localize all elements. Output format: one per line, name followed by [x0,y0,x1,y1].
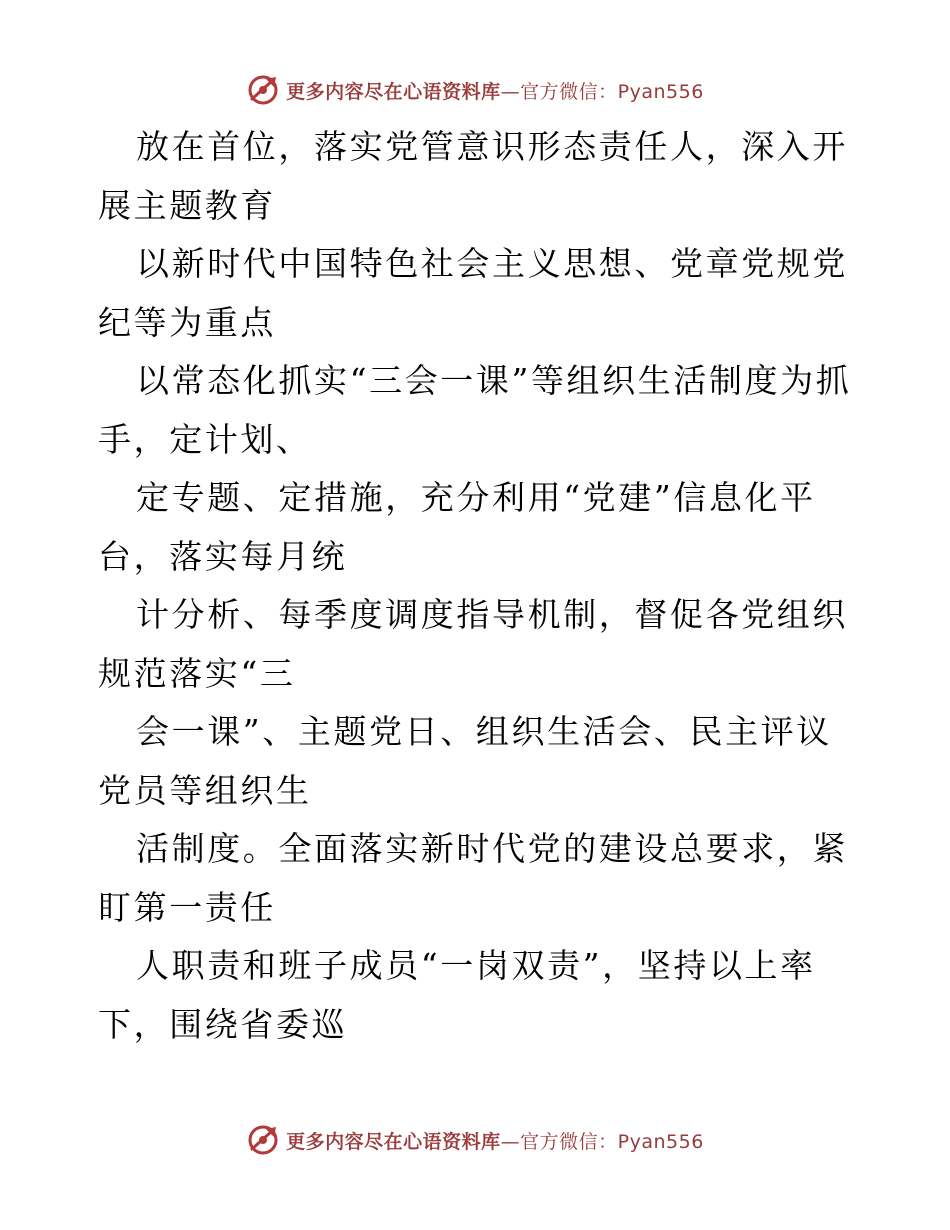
paragraph-8: 人职责和班子成员“一岗双责”，坚持以上率下，围绕省委巡 [98,946,816,1044]
banner-text: 更多内容尽在心语资料库—官方微信：Pyan556 [286,80,704,103]
pen-logo-icon [246,73,280,107]
paragraph-4: 定专题、定措施，充分利用“党建”信息化平台，落实每月统 [98,478,816,576]
banner-text: 更多内容尽在心语资料库—官方微信：Pyan556 [286,1130,704,1153]
header-banner [0,70,950,110]
paragraph-1: 放在首位，落实党管意识形态责任人，深入开展主题教育 [98,127,848,225]
paragraph-3: 以常态化抓实“三会一课”等组织生活制度为抓手，定计划、 [98,361,852,459]
footer-banner [0,1120,950,1160]
document-body [98,118,858,1054]
paragraph-5: 计分析、每季度调度指导机制，督促各党组织规范落实“三 [98,595,848,693]
pen-logo-icon [246,1123,280,1157]
paragraph-2: 以新时代中国特色社会主义思想、党章党规党纪等为重点 [98,244,848,342]
paragraph-7: 活制度。全面落实新时代党的建设总要求，紧盯第一责任 [98,829,848,927]
paragraph-6: 会一课”、主题党日、组织生活会、民主评议党员等组织生 [98,712,832,810]
